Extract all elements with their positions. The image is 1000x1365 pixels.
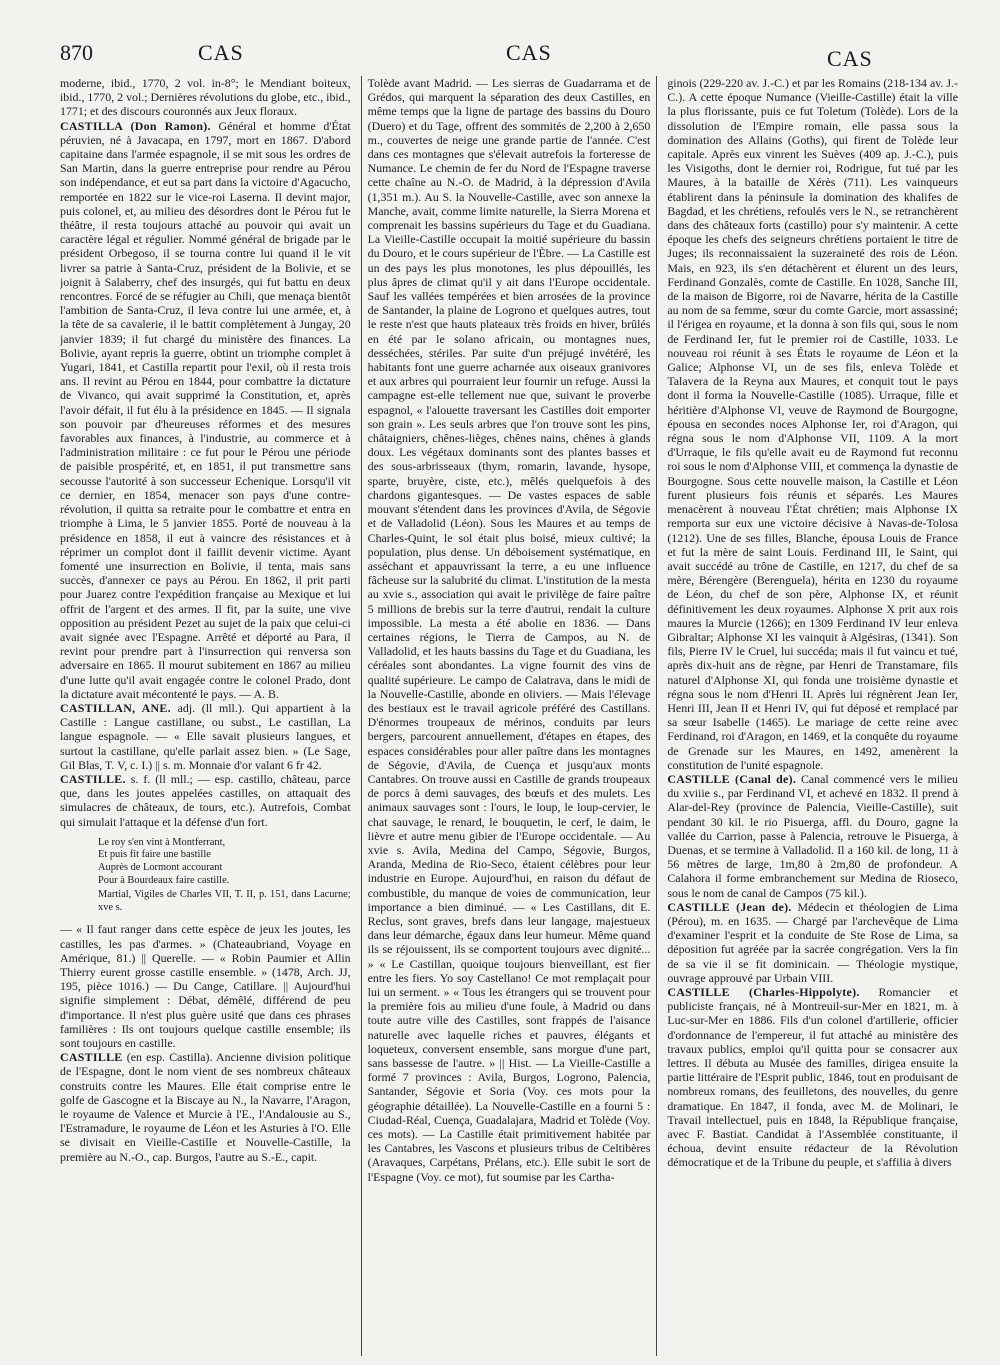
entry-headword: CASTILLA (Don Ramon). — [60, 118, 211, 133]
verse-line: Et puis fit faire une bastille — [98, 849, 211, 861]
entry-castillan — [60, 701, 351, 772]
entry-headword: CASTILLE — [60, 1050, 123, 1065]
entry-headword: CASTILLAN, ANE. — [60, 700, 171, 715]
column-center — [361, 76, 658, 1356]
verse-line: Auprès de Lormont accourant — [98, 861, 223, 873]
entry-body: s. f. (ll mll.; — esp. castillo, château, parce que, dans les joutes appelées castilles, on attaquait des simulacres de châteaux, de tours, etc.). Autrefois, Combat qui simulait l'attaque et la défense d'un fort. — [60, 771, 351, 829]
verse-line: Pour à Bourdeaux faire castille. — [98, 874, 230, 886]
running-head-center: CAS — [506, 40, 552, 65]
paragraph: ginois (229-220 av. J.-C.) et par les Romains (218-134 av. J.-C.). A cette époque Numance (Vieille-Castille) était la ville la plus florissante, puis ce fut Toletum (Tolède). Lors de la dissolution de l'Empire romain, elle passa sous la domination des Allains (Goths), qui firent de Tolède leur capitale. Après eux vinrent les Suèves (409 ap. J.-C.), puis les Visigoths, dont le dernier roi, Rodrigue, fut tué par les Maures, à la bataille de Xérès (711). Les vainqueurs établirent dans la péninsule la domination des khalifes de Bagdad, et les chrétiens, refoulés vers le N., se retranchèrent dans des châteaux forts (castillo) pour s'y maintenir. A cette époque les chefs des seigneurs chrétiens portaient le titre de Juges; ils reconnaissaient la suzeraineté des rois de Léon. Mais, en 923, ils s'en détachèrent et élurent un des leurs, Ferdinand Gonzalès, comte de Castille. En 1028, Sanche III, de la maison de Bigorre, roi de Navarre, hérita de la Castille au nom de sa femme, sœur du comte Garcie, mort assassiné; il l'érigea en royaume, et la donna à son fils qui, sous le nom de Ferdinand Ier, fut le premier roi de Castille, 1033. Le nouveau roi réunit à ses États le royaume de Léon et la Galice; Alphonse VI, un de ses fils, enleva Tolède et Talavera de la Reyna aux Maures, et conquit tout le pays dont il forma la Nouvelle-Castille (1085). Urraque, fille et héritière d'Alphonse VI, veuve de Raymond de Bourgogne, épousa en secondes noces Alphonse Ier, roi d'Aragon, qui régna sous le nom d'Alphonse VII, 1109. A la mort d'Urraque, le fils qu'elle avait eu de Raymond fut reconnu roi sous le nom d'Alphonse VIII, et commença la dynastie de Bourgogne. Sous cette nouvelle maison, la Castille et Léon furent plusieurs fois réunis et séparés. Les Maures menacèrent à nouveau l'État chrétien; mais Alphonse IX remporta sur eux une victoire décisive à Navas-de-Tolosa (1212). Une de ses filles, Blanche, épousa Louis de France et fut la mère de saint Louis. Ferdinand III, le Saint, qui avait succédé au trône de Castille, en 1217, du chef de sa mère, Bérengère (Berenguela), hérita en 1230 du royaume de Léon, du chef de son père, Alphonse IX, et réunit définitivement les deux royaumes. Alphonse X prit aux rois maures la Murcie (1266); en 1309 Ferdinand IV leur enleva Gibraltar; Alphonse XI les vainquit à Algésiras, (1341). Son fils, Pierre IV le Cruel, lui succéda; mais il fut vaincu et tué, après dix-huit ans de règne, par Henri de Transtamare, fils naturel d'Alphonse XI, qui fonda une troisième dynastie et régna sous le nom d'Henri II. Après lui régnèrent Jean Ier, Henri III, Jean II et Henri IV, qui fut déposé et remplacé par sa sœur Isabelle (1465). Le mariage de cette reine avec Ferdinand, roi d'Aragon, en 1469, et la conquête du royaume de Grenade sur les Maures, en 1492, amenèrent la constitution de l'unité espagnole. — [667, 76, 958, 772]
entry-canal-de-castille — [667, 772, 958, 900]
entry-castille-region — [60, 1050, 351, 1164]
page-number: 870 — [60, 40, 93, 65]
running-head-left: CAS — [198, 40, 244, 65]
paragraph: — « Il faut ranger dans cette espèce de jeux les joutes, les castilles, les pas d'armes. » (Chateaubriand, Voyage en Amérique, 81.) || Querelle. — « Robin Paumier et Allin Thierry eurent grosse castille ensemble. » (1478, Arch. JJ, 195, pièce 1016.) — Du Cange, Catillare. || Aujourd'hui signifie simplement : Débat, démêlé, différend de peu d'importance. Il n'est plus guère usité que dans ces phrases familières : Ils ont toujours quelque castille ensemble; ils sont toujours en castille. — [60, 922, 351, 1050]
verse-line: Le roy s'en vint à Montferrant, — [98, 836, 226, 848]
entry-body: Romancier et publiciste français, né à Montreuil-sur-Mer en 1821, m. à Luc-sur-Mer en 1886. Fils d'un colonel d'artillerie, officier d'ordonnance de l'empereur, il fut attaché au ministère des travaux publics, emploi qu'il quitta pour se consacrer aux lettres. Il débuta au Musée des familles, dirigea ensuite la partie littéraire de l'Esprit public, 1846, tout en produisant de nombreux romans, des feuilletons, des nouvelles, du genre dramatique. En 1847, il fonda, avec M. de Molinari, le Travail intellectuel, puis en 1848, la République française, avec F. Bastiat. Candidat à l'Assemblée constituante, il échoua, devint ensuite rédacteur de la Révolution démocratique et de la Tribune du peuple, et s'affilia à divers — [667, 985, 958, 1170]
entry-headword: CASTILLE (Jean de). — [667, 899, 792, 914]
entry-headword: CASTILLE (Canal de). — [667, 771, 797, 786]
text-columns — [60, 76, 958, 1356]
entry-headword: CASTILLE. — [60, 771, 126, 786]
entry-body: adj. (ll mll.). Qui appartient à la Castille : Langue castillane, ou subst., Le castillan, La langue espagnole. — « Elle savait plusieurs langues, et surtout la castillane, qu'elle parlait assez bien. » (Le Sage, Gil Blas, T. V, c. I.) || s. m. Monnaie d'or valant 6 fr 42. — [60, 700, 351, 772]
entry-headword: CASTILLE (Charles-Hippolyte). — [667, 985, 860, 999]
running-head-right: CAS — [827, 46, 873, 71]
verse-source: Martial, Vigiles de Charles VII, T. II, p. 151, dans Lacurne; xve s. — [98, 889, 351, 913]
paragraph: moderne, ibid., 1770, 2 vol. in-8°; le Mendiant boiteux, ibid., 1770, 2 vol.; Dernières révolutions du globe, etc., ibid., 1771; et des discours couronnés aux Jeux floraux. — [60, 76, 351, 119]
entry-body: Canal commencé vers le milieu du xviiie s., par Ferdinand VI, et achevé en 1832. Il prend à Alar-del-Rey (province de Palencia, Vieille-Castille), suit pendant 30 kil. le rio Pisuerga, affl. du Douro, gagne la vallée du Carrion, passe à Palencia, retrouve le Pisuerga, à Duenas, et se termine à Valladolid. Il a 160 kil. de long, 11 à 56 mètres de large, 1m,80 à 2m,80 de profondeur. A Calahora il forme embranchement sur Medina de Rioseco, sous le nom de canal de Campos (75 kil.). — [667, 771, 958, 900]
entry-jean-de-castille — [667, 900, 958, 985]
paragraph: Tolède avant Madrid. — Les sierras de Guadarrama et de Grédos, qui marquent la séparation des deux Castilles, en même temps que la ligne de partage des bassins du Douro (Duero) et du Tage, offrent des sommités de 2,200 à 2,650 m., couvertes de neige une grande partie de l'année. C'est dans ces montagnes que s'élevait autrefois la forteresse de Numance. Le chemin de fer du Nord de l'Espagne traverse cette chaîne au N.-O. de Madrid, à la dépression d'Avila (1,351 m.). Au S. la Nouvelle-Castille, avec son annexe la Manche, avait, comme limite naturelle, la Sierra Morena et comprenait les bassins supérieurs du Tage et du Guadiana. La Vieille-Castille occupait la moitié supérieure du bassin du Douro, et le cours supérieur de l'Èbre. — La Castille est un des pays les plus monotones, les plus dépouillés, les plus âpres de climat qu'il y ait dans l'Europe occidentale. Sauf les vallées tempérées et bien arrosées de la province de Santander, la plaine de Logrono et quelques autres, tout le reste n'est que hauts plateaux très froids en hiver, brûlés en été par le solano africain, ou montagnes nues, desséchées, stériles. Par suite d'un préjugé invétéré, les habitants font une guerre acharnée aux oiseaux granivores et aux arbres qui pourraient leur fournir un refuge. Aussi la campagne est-elle tellement nue que, suivant le proverbe espagnol, « l'alouette traversant les Castilles doit emporter son grain ». Les seuls arbres que l'on trouve sont les pins, châtaigniers, chênes-lièges, chênes nains, chênes à glands doux. Les végétaux dominants sont des plantes basses et des sous-arbrisseaux (thym, romarin, lavande, hysope, sparte, bruyère, ciste, etc.), mêlés quelquefois à des chardons gigantesques. — De vastes espaces de sable mouvant s'étendent dans les provinces d'Avila, de Ségovie et de Valladolid (Léon). Sous les Maures et au temps de Charles-Quint, le sol était plus boisé, mieux cultivé; la population, plus dense. Un déboisement systématique, en asséchant et appauvrissant la terre, a eu une influence fâcheuse sur la salubrité du climat. L'institution de la mesta au xvie s., association qui avait le privilège de faire paître 5 millions de brebis sur la terre d'autrui, rendait la culture impossible. La mesta a été abolie en 1836. — Dans certaines régions, le Tierra de Campos, au N. de Valladolid, et les hauts bassins du Tage et du Guadiana, les céréales sont abondantes. La vigne fournit des vins de qualité supérieure. Le campo de Calatrava, dans le midi de la Nouvelle-Castille, abonde en oliviers. — Mais l'élevage des bestiaux est le travail agricole préféré des Castillans. D'énormes troupeaux de mérinos, conduits par leurs bergers, parcourent annuellement, d'étapes en étapes, des espaces considérables pour aller paître dans les montagnes de Ségovie, d'Avila, de Cuença et jusqu'aux monts Cantabres. On trouve aussi en Castille de grands troupeaux de porcs à demi sauvages, des bœufs et des mulets. Les animaux sauvages sont : l'ours, le loup, le loup-cervier, le chat sauvage, le renard, le bouquetin, le cerf, le daim, le lièvre et autre menu gibier de l'Europe occidentale. — Au xvie s. Avila, Medina del Campo, Ségovie, Burgos, Aranda, Medina de Rio-Seco, étaient célèbres pour leur industrie en Europe. Aujourd'hui, en raison du défaut de combustible, du manque de voies de communication, leur importance a bien diminué. — « Les Castillans, dit E. Reclus, sont graves, brefs dans leur langage, majestueux dans leur démarche, égaux dans leur humeur. Même quand ils se réjouissent, ils se comportent toujours avec dignité... » « Le Castillan, quoique toujours bienveillant, est fier entre les fiers. Yo soy Castellano! Ce mot remplaçait pour lui un serment. » « Tous les étrangers qui se trouvent pour la première fois au milieu d'une foule, à Madrid ou dans toute autre ville des Castilles, sont frappés de l'aisance naturelle avec laquelle riches et pauvres, élégants et loqueteux, conversent ensemble, sans morgue d'une part, sans bassesse de l'autre. » || Hist. — La Vieille-Castille a formé 7 provinces : Avila, Burgos, Logrono, Palencia, Santander, Ségovie et Soria (Voy. ces mots pour la géographie détaillée). La Nouvelle-Castille en a fourni 5 : Ciudad-Réal, Cuença, Guadalajara, Madrid et Tolède (Voy. ces mots). — La Castille était primitivement habitée par les Cantabres, les Vascons et plusieurs tribus de Celtibères (Aravaques, Carpétans, Prélans, etc.). Elle subit le sort de l'Espagne (Voy. ce mot), fut soumise par les Cartha- — [367, 76, 651, 1184]
entry-body: (en esp. Castilla). Ancienne division politique de l'Espagne, dont le nom vient de ses nombreux châteaux construits contre les Maures. Elle était comprise entre le golfe de Gascogne et la Biscaye au N., la Navarre, l'Aragon, le royaume de Valence et Murcie à l'E., l'Andalousie au S., l'Estramadure, le royaume de Léon et les Asturies à l'O. Elle se divisait en Vieille-Castille et Nouvelle-Castille, la première au N.-O., cap. Burgos, l'autre au S.-E., capit. — [60, 1050, 351, 1164]
entry-castilla — [60, 119, 351, 701]
column-left — [60, 76, 351, 1356]
verse-quote — [98, 837, 351, 915]
entry-body: Général et homme d'État péruvien, né à Javacapa, en 1797, mort en 1867. D'abord capitaine dans l'armée espagnole, il se mit sous les ordres de San Martin, dans la guerre entreprise pour rendre au Pérou son indépendance, et eut sa part dans la victoire d'Agacucho, remportée en 1822 sur le vice-roi Laserna. Il devint major, puis colonel, et, au milieu des désordres dont le Pérou fut le théâtre, il resta toujours attaché au pouvoir qui avait un caractère légal et régulier. Nommé général de brigade par le président Orbegoso, il se tourna contre lui quand il le vit livrer sa patrie à Santa-Cruz, président de la Bolivie, et se joignit à Salaberry, chef des insurgés, qui fut battu en deux rencontres. Forcé de se réfugier au Chili, que menaça bientôt l'ambition de Santa-Cruz, il leva contre lui une armée, et, à la tête de sa cavalerie, il le battit complètement à Jungay, 20 janvier 1839; il fut chargé du ministère des finances. La Bolivie, ayant repris la guerre, obtint un triomphe complet à Yugari, 1841, et Castilla repartit pour l'exil, où il resta trois ans. Il revint au Pérou en 1844, pour combattre la dictature de Vivanco, qui avait supprimé la Constitution, et, après l'avoir défait, il fut élu à la présidence en 1845. — Il signala son pouvoir par d'heureuses réformes et des mesures favorables aux finances, à l'industrie, au commerce et à l'administration militaire : ce fut pour le Pérou une période de paisible prospérité, et, en 1851, il put transmettre sans secousse l'autorité à son successeur Echenique. Lorsqu'il vit ce dernier, en 1854, menacer son pays d'une contre-révolution, il quitta sa retraite pour le combattre et entra en triomphe à Lima, le 5 janvier 1855. Porté de nouveau à la présidence en 1858, il eut à vaincre des résistances et à réprimer un complot dont il faillit devenir victime. Ayant fomenté une insurrection en Bolivie, il tenta, mais sans succès, d'annexer ce pays au Pérou. En 1862, il prit parti pour Juarez contre l'expédition française au Mexique et lui offrit de l'argent et des armes. Il fit, par la suite, une vive opposition au président Pezet au sujet de la paix que celui-ci avait signée avec l'Espagne. Arrêté et déporté au Para, il revint pour prendre part à l'insurrection qui renversa son adversaire en 1865. Il mourut subitement en 1867 au milieu d'une lutte qu'il avait engagée contre le colonel Prado, dont la dictature avait mécontenté le pays. — A. B. — [60, 118, 351, 701]
entry-body: Médecin et théologien de Lima (Pérou), m. en 1635. — Chargé par l'archevêque de Lima d'examiner l'esprit et la conduite de Ste Rose de Lima, sa déposition fut agréée par la sacrée congrégation. Vers la fin de sa vie il se fit dominicain. — Théologie mystique, ouvrage approuvé par Urbain VIII. — [667, 899, 958, 985]
entry-castille-combat — [60, 772, 351, 829]
page-header — [60, 40, 960, 76]
entry-charles-hippolyte-castille — [667, 985, 958, 1170]
column-right — [667, 76, 958, 1356]
